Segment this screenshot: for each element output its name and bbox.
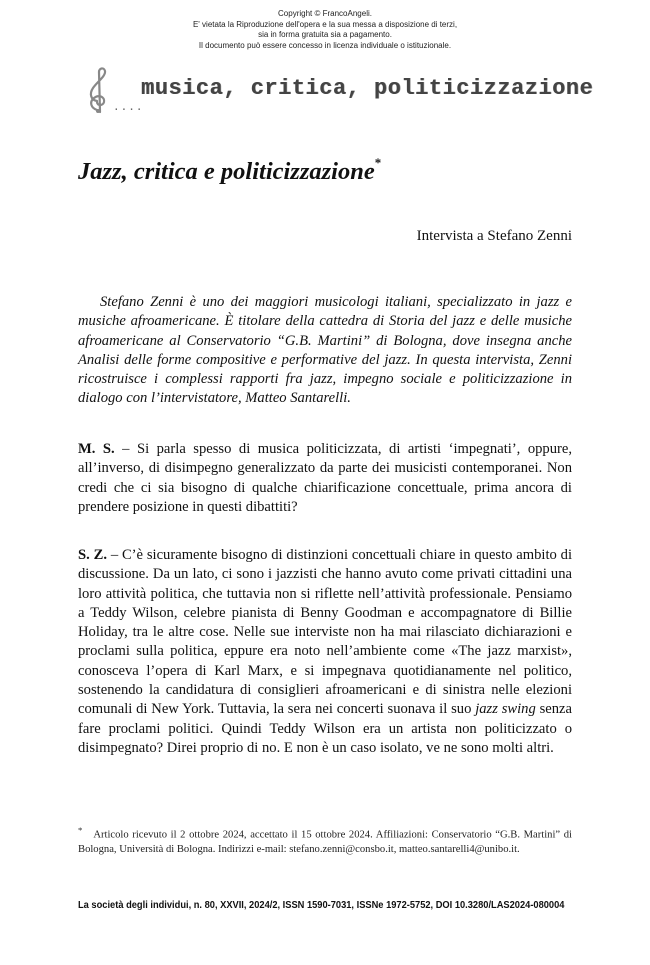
copyright-line: E' vietata la Riproduzione dell'opera e la sua messa a disposizione di terzi, xyxy=(192,19,458,29)
title-footnote-mark: * xyxy=(374,155,382,170)
article-title-text: Jazz, critica e politicizzazione xyxy=(78,158,375,185)
speaker-label: S. Z. xyxy=(78,547,107,563)
article-byline: Intervista a Stefano Zenni xyxy=(416,228,572,244)
article-title xyxy=(78,155,382,186)
answer-text: – C’è sicuramente bisogno di distinzioni concettuali chiare in questo ambito di discussione. Da un lato, ci sono i jazzisti che hanno avuto come privati cittadini una loro attività politica, che tuttavia non si riflette nell’attività professionale. Pensiamo a Teddy Wilson, celebre pianista di Benny Goodman e accompagnatore di Billie Holiday, tra le altre cose. Nelle sue interviste non ha mai rilasciato dichiarazioni e proclami sulla politica, eppure era noto nell’ambiente come «The jazz marxist», conosceva l’opera di Karl Marx, e si impegnava quotidianamente nel politico, sostenendo la candidatura di consiglieri afroamericani e di sinistra nelle elezioni comunali di New York. Tuttavia, la sera nei concerti suonava il suo xyxy=(78,547,573,718)
copyright-line: Copyright © FrancoAngeli. xyxy=(278,9,372,18)
question-text: – Si parla spesso di musica politicizzata, di artisti ‘impegnati’, oppure, all’inverso, di disimpegno generalizzato da parte dei musicisti contemporanei. Non credi che ci sia bisogno di qualche chiarificazione concettuale, prima ancora di prendere posizione in questi dibattiti? xyxy=(78,441,572,515)
copyright-line: Il documento può essere concesso in licenza individuale o istituzionale. xyxy=(198,40,452,50)
footnote-mark: * xyxy=(78,825,83,835)
section-dots: .... xyxy=(113,100,144,113)
section-title: musica, critica, politicizzazione xyxy=(141,76,594,101)
interview-answer xyxy=(78,546,572,758)
copyright-line: sia in forma gratuita sia a pagamento. xyxy=(258,30,392,40)
footnote-text: Articolo ricevuto il 2 ottobre 2024, accettato il 15 ottobre 2024. Affiliazioni: Conservatorio “G.B. Martini” di Bologna, Università di Bologna. Indirizzi e-mail: stefano.zenni@consbo.it, matteo.santarelli4@unibo.it. xyxy=(78,829,572,855)
footnote xyxy=(78,823,572,857)
answer-text: senza fare proclami politici. Quindi Teddy Wilson era un artista non politicizzato o disimpegnato? Direi proprio di no. E non è un caso isolato, ve ne sono molti altri. xyxy=(78,701,573,756)
journal-citation: La società degli individui, n. 80, XXVII, 2024/2, ISSN 1590-7031, ISSNe 1972-5752, DOI 10.3280/LAS2024-080004 xyxy=(78,900,565,911)
interview-question xyxy=(78,440,572,517)
article-abstract: Stefano Zenni è uno dei maggiori musicologi italiani, specializzato in jazz e musiche afroamericane. È titolare della cattedra di Storia del jazz e delle musiche afroamericane al Conservatorio “G.B. Martini” di Bologna, dove insegna anche Analisi delle forme compositive e performative del jazz. In questa intervista, Zenni ricostruisce i complessi rapporti fra jazz, impegno sociale e politicizzazione in dialogo con l’intervistatore, Matteo Santarelli. xyxy=(78,294,572,407)
speaker-label: M. S. xyxy=(78,441,115,457)
copyright-notice xyxy=(0,9,650,51)
section-header xyxy=(83,66,594,114)
answer-italic-term: jazz swing xyxy=(475,701,536,718)
